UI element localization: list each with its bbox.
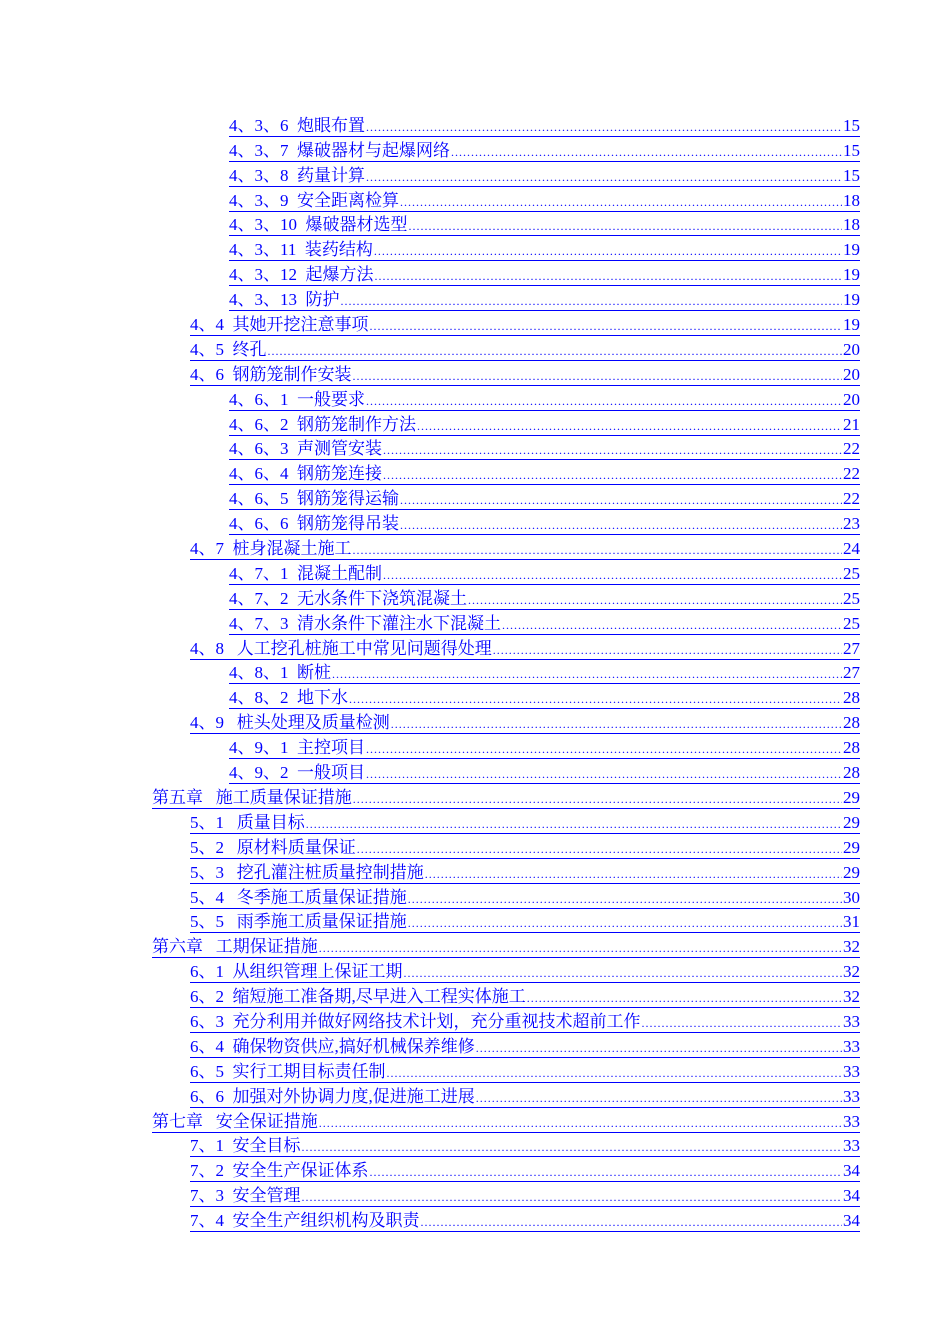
toc-entry[interactable]: [0, 560, 860, 585]
toc-page-number: 19: [843, 265, 860, 285]
toc-entry-title: 7、1 安全目标: [190, 1136, 301, 1156]
toc-entry-title: 4、8 人工挖孔桩施工中常见问题得处理: [190, 638, 492, 658]
toc-dot-leader: [451, 145, 842, 159]
toc-entry-link[interactable]: [229, 191, 860, 212]
toc-entry-link[interactable]: [190, 1161, 860, 1182]
toc-entry-title: 4、7、1 混凝土配制: [229, 563, 382, 583]
toc-page-number: 28: [843, 713, 860, 733]
toc-entry-title: 第五章 施工质量保证措施: [152, 787, 352, 807]
toc-entry[interactable]: [0, 460, 860, 485]
toc-dot-leader: [642, 1016, 843, 1030]
toc-page-number: 33: [843, 1111, 860, 1131]
toc-entry-link[interactable]: [190, 713, 860, 734]
toc-page-number: 20: [843, 339, 860, 359]
toc-page-number: 25: [843, 563, 860, 583]
toc-entry[interactable]: [0, 635, 860, 660]
toc-entry-link[interactable]: [190, 365, 860, 386]
toc-page-number: 22: [843, 439, 860, 459]
toc-entry[interactable]: [0, 585, 860, 610]
toc-page-number: 33: [843, 1011, 860, 1031]
toc-entry-title: 4、3、10 爆破器材选型: [229, 215, 408, 235]
toc-entry-title: 7、3 安全管理: [190, 1186, 301, 1206]
toc-entry-title: 4、6、2 钢筋笼制作方法: [229, 414, 416, 434]
toc-entry-link[interactable]: [190, 838, 860, 859]
toc-entry-link[interactable]: [190, 912, 860, 933]
toc-entry-title: 4、6、6 钢筋笼得吊装: [229, 514, 399, 534]
toc-entry-link[interactable]: [190, 1012, 860, 1033]
toc-entry-link[interactable]: [229, 415, 860, 436]
toc-entry[interactable]: [0, 859, 860, 884]
toc-dot-leader: [302, 1140, 843, 1154]
toc-page-number: 25: [843, 613, 860, 633]
toc-page-number: 27: [843, 663, 860, 683]
toc-entry-link[interactable]: [229, 763, 860, 784]
toc-dot-leader: [366, 394, 842, 408]
toc-dot-leader: [374, 244, 842, 258]
toc-entry[interactable]: [0, 286, 860, 311]
toc-page-number: 22: [843, 489, 860, 509]
toc-entry[interactable]: [0, 510, 860, 535]
toc-entry[interactable]: [0, 1157, 860, 1182]
toc-dot-leader: [383, 468, 842, 482]
toc-entry-title: 5、3 挖孔灌注桩质量控制措施: [190, 862, 424, 882]
toc-page-number: 32: [843, 937, 860, 957]
toc-entry[interactable]: [0, 436, 860, 461]
toc-page-number: 22: [843, 464, 860, 484]
toc-entry-link[interactable]: [229, 215, 860, 236]
toc-dot-leader: [366, 120, 842, 134]
toc-entry-link[interactable]: [190, 1087, 860, 1108]
toc-entry[interactable]: [0, 884, 860, 909]
toc-dot-leader: [268, 344, 843, 358]
toc-entry-link[interactable]: [190, 813, 860, 834]
toc-entry-title: 4、6、1 一般要求: [229, 389, 365, 409]
toc-dot-leader: [400, 518, 842, 532]
toc-page-number: 19: [843, 315, 860, 335]
toc-entry-link[interactable]: [229, 141, 860, 162]
toc-entry-title: 4、6、5 钢筋笼得运输: [229, 489, 399, 509]
toc-entry-title: 4、7、2 无水条件下浇筑混凝土: [229, 588, 467, 608]
toc-entry-link[interactable]: [229, 166, 860, 187]
toc-entry-link[interactable]: [190, 1037, 860, 1058]
toc-dot-leader: [408, 916, 842, 930]
toc-entry[interactable]: [0, 311, 860, 336]
toc-dot-leader: [349, 692, 842, 706]
toc-page-number: 21: [843, 414, 860, 434]
toc-page-number: 23: [843, 514, 860, 534]
toc-dot-leader: [366, 767, 842, 781]
toc-page-number: 20: [843, 389, 860, 409]
toc-page-number: 33: [843, 1086, 860, 1106]
toc-page-number: 34: [843, 1186, 860, 1206]
toc-entry-link[interactable]: [190, 962, 860, 983]
toc-dot-leader: [353, 792, 842, 806]
toc-dot-leader: [421, 1215, 843, 1229]
toc-entry-title: 4、5 终孔: [190, 339, 267, 359]
toc-dot-leader: [383, 443, 842, 457]
toc-dot-leader: [387, 1066, 843, 1080]
toc-entry-title: 6、3 充分利用并做好网络技术计划，充分重视技术超前工作: [190, 1011, 641, 1031]
toc-dot-leader: [404, 966, 843, 980]
toc-entry-title: 4、3、8 药量计算: [229, 165, 365, 185]
toc-entry[interactable]: [0, 734, 860, 759]
toc-entry-link[interactable]: [229, 116, 860, 137]
toc-page-number: 27: [843, 638, 860, 658]
toc-page-number: 29: [843, 787, 860, 807]
toc-dot-leader: [341, 294, 843, 308]
toc-entry[interactable]: [0, 1133, 860, 1158]
toc-entry-title: 4、4 其她开挖注意事项: [190, 315, 369, 335]
toc-dot-leader: [319, 1116, 842, 1130]
toc-entry[interactable]: [0, 759, 860, 784]
toc-entry-link[interactable]: [229, 688, 860, 709]
toc-entry-title: 4、9、1 主控项目: [229, 738, 365, 758]
toc-entry-link[interactable]: [190, 987, 860, 1008]
toc-entry-title: 6、5 实行工期目标责任制: [190, 1061, 386, 1081]
toc-page-number: 20: [843, 364, 860, 384]
toc-page-number: 18: [843, 190, 860, 210]
toc-entry[interactable]: [0, 933, 860, 958]
toc-entry-link[interactable]: [190, 639, 860, 660]
toc-dot-leader: [408, 892, 842, 906]
toc-entry-link[interactable]: [229, 439, 860, 460]
toc-entry-title: 4、6、4 钢筋笼连接: [229, 464, 382, 484]
toc-page-number: 30: [843, 887, 860, 907]
toc-entry-link[interactable]: [229, 589, 860, 610]
toc-entry-link[interactable]: [190, 888, 860, 909]
toc-entry[interactable]: [0, 660, 860, 685]
toc-entry-link[interactable]: [229, 290, 860, 311]
toc-entry[interactable]: [0, 1033, 860, 1058]
toc-entry-link[interactable]: [190, 340, 860, 361]
toc-entry-link[interactable]: [152, 937, 860, 958]
toc-dot-leader: [366, 742, 842, 756]
toc-entry-title: 6、4 确保物资供应,搞好机械保养维修: [190, 1036, 475, 1056]
toc-entry-title: 4、7 桩身混凝土施工: [190, 539, 352, 559]
toc-dot-leader: [383, 568, 842, 582]
toc-page-number: 33: [843, 1061, 860, 1081]
toc-entry-title: 4、6 钢筋笼制作安装: [190, 364, 352, 384]
toc-page-number: 24: [843, 539, 860, 559]
toc-entry[interactable]: [0, 361, 860, 386]
toc-page-number: 32: [843, 962, 860, 982]
toc-entry-link[interactable]: [190, 1186, 860, 1207]
toc-entry[interactable]: [0, 709, 860, 734]
toc-dot-leader: [476, 1041, 842, 1055]
toc-page-number: 32: [843, 987, 860, 1007]
toc-page-number: 28: [843, 688, 860, 708]
toc-entry[interactable]: [0, 784, 860, 809]
toc-dot-leader: [302, 1190, 843, 1204]
toc-entry-link[interactable]: [229, 265, 860, 286]
toc-entry-title: 4、7、3 清水条件下灌注水下混凝土: [229, 613, 501, 633]
toc-page-number: 33: [843, 1036, 860, 1056]
toc-entry-title: 4、9、2 一般项目: [229, 763, 365, 783]
toc-entry-title: 6、6 加强对外协调力度,促进施工进展: [190, 1086, 475, 1106]
toc-dot-leader: [409, 219, 843, 233]
toc-dot-leader: [400, 493, 842, 507]
toc-entry-link[interactable]: [190, 1136, 860, 1157]
toc-dot-leader: [391, 717, 842, 731]
toc-entry-title: 第七章 安全保证措施: [152, 1111, 318, 1131]
toc-entry[interactable]: [0, 684, 860, 709]
toc-entry-title: 5、5 雨季施工质量保证措施: [190, 912, 407, 932]
toc-entry-title: 4、6、3 声测管安装: [229, 439, 382, 459]
toc-entry-link[interactable]: [190, 315, 860, 336]
toc-dot-leader: [417, 419, 842, 433]
toc-dot-leader: [400, 195, 842, 209]
toc-entry-link[interactable]: [229, 489, 860, 510]
toc-entry-title: 7、4 安全生产组织机构及职责: [190, 1211, 420, 1231]
toc-page-number: 18: [843, 215, 860, 235]
toc-entry[interactable]: [0, 958, 860, 983]
toc-page-number: 28: [843, 763, 860, 783]
toc-dot-leader: [353, 369, 843, 383]
toc-entry-title: 4、3、13 防护: [229, 290, 340, 310]
toc-entry[interactable]: [0, 137, 860, 162]
toc-page-number: 25: [843, 588, 860, 608]
toc-entry-title: 4、3、6 炮眼布置: [229, 115, 365, 135]
toc-entry[interactable]: [0, 535, 860, 560]
toc-page-number: 29: [843, 837, 860, 857]
toc-dot-leader: [375, 269, 843, 283]
toc-dot-leader: [468, 593, 842, 607]
toc-entry[interactable]: [0, 236, 860, 261]
toc-page-number: 19: [843, 240, 860, 260]
table-of-contents: [0, 112, 950, 1232]
toc-dot-leader: [476, 1091, 842, 1105]
toc-dot-leader: [353, 543, 843, 557]
toc-entry-title: 7、2 安全生产保证体系: [190, 1161, 369, 1181]
toc-entry-title: 5、1 质量目标: [190, 812, 305, 832]
toc-entry[interactable]: [0, 485, 860, 510]
toc-page-number: 15: [843, 165, 860, 185]
toc-dot-leader: [319, 941, 842, 955]
toc-dot-leader: [332, 667, 842, 681]
toc-dot-leader: [370, 1165, 843, 1179]
toc-entry-title: 5、4 冬季施工质量保证措施: [190, 887, 407, 907]
toc-entry[interactable]: [0, 112, 860, 137]
toc-page-number: 19: [843, 290, 860, 310]
toc-entry[interactable]: [0, 261, 860, 286]
toc-dot-leader: [306, 817, 842, 831]
toc-entry[interactable]: [0, 1083, 860, 1108]
toc-dot-leader: [493, 643, 842, 657]
toc-entry-title: 第六章 工期保证措施: [152, 937, 318, 957]
toc-entry-link[interactable]: [229, 240, 860, 261]
toc-entry[interactable]: [0, 1182, 860, 1207]
toc-entry-title: 6、1 从组织管理上保证工期: [190, 962, 403, 982]
toc-page-number: 34: [843, 1211, 860, 1231]
toc-entry-link[interactable]: [229, 738, 860, 759]
toc-entry-link[interactable]: [229, 614, 860, 635]
toc-entry[interactable]: [0, 983, 860, 1008]
toc-entry-link[interactable]: [229, 564, 860, 585]
toc-entry[interactable]: [0, 809, 860, 834]
toc-entry-link[interactable]: [190, 1211, 860, 1232]
toc-entry[interactable]: [0, 386, 860, 411]
toc-page-number: 29: [843, 812, 860, 832]
toc-entry[interactable]: [0, 610, 860, 635]
toc-dot-leader: [370, 319, 843, 333]
toc-page-number: 31: [843, 912, 860, 932]
toc-page-number: 33: [843, 1136, 860, 1156]
toc-dot-leader: [425, 867, 842, 881]
toc-entry[interactable]: [0, 336, 860, 361]
toc-page-number: 15: [843, 140, 860, 160]
toc-entry-link[interactable]: [229, 514, 860, 535]
toc-entry[interactable]: [0, 834, 860, 859]
toc-entry-link[interactable]: [152, 788, 860, 809]
toc-entry-title: 5、2 原材料质量保证: [190, 837, 356, 857]
toc-entry-title: 4、3、12 起爆方法: [229, 265, 374, 285]
toc-entry[interactable]: [0, 909, 860, 934]
toc-entry[interactable]: [0, 1207, 860, 1232]
toc-entry-link[interactable]: [190, 863, 860, 884]
toc-entry-title: 4、9 桩头处理及质量检测: [190, 713, 390, 733]
toc-page-number: 29: [843, 862, 860, 882]
toc-entry-title: 4、3、9 安全距离检算: [229, 190, 399, 210]
toc-entry-link[interactable]: [190, 539, 860, 560]
toc-entry[interactable]: [0, 162, 860, 187]
toc-dot-leader: [366, 170, 842, 184]
toc-page-number: 34: [843, 1161, 860, 1181]
toc-entry[interactable]: [0, 187, 860, 212]
toc-entry-title: 4、3、11 装药结构: [229, 240, 373, 260]
toc-entry-title: 4、3、7 爆破器材与起爆网络: [229, 140, 450, 160]
toc-entry[interactable]: [0, 1058, 860, 1083]
toc-dot-leader: [502, 618, 842, 632]
toc-entry-link[interactable]: [190, 1062, 860, 1083]
toc-dot-leader: [357, 842, 842, 856]
toc-entry-link[interactable]: [229, 464, 860, 485]
toc-dot-leader: [527, 991, 842, 1005]
toc-entry[interactable]: [0, 1108, 860, 1133]
toc-entry-link[interactable]: [152, 1112, 860, 1133]
toc-entry-link[interactable]: [229, 663, 860, 684]
toc-page-number: 28: [843, 738, 860, 758]
toc-entry-title: 4、8、1 断桩: [229, 663, 331, 683]
toc-page-number: 15: [843, 115, 860, 135]
toc-entry[interactable]: [0, 212, 860, 237]
toc-entry-title: 4、8、2 地下水: [229, 688, 348, 708]
toc-entry[interactable]: [0, 411, 860, 436]
toc-entry-title: 6、2 缩短施工准备期,尽早进入工程实体施工: [190, 987, 526, 1007]
toc-entry[interactable]: [0, 1008, 860, 1033]
toc-entry-link[interactable]: [229, 390, 860, 411]
